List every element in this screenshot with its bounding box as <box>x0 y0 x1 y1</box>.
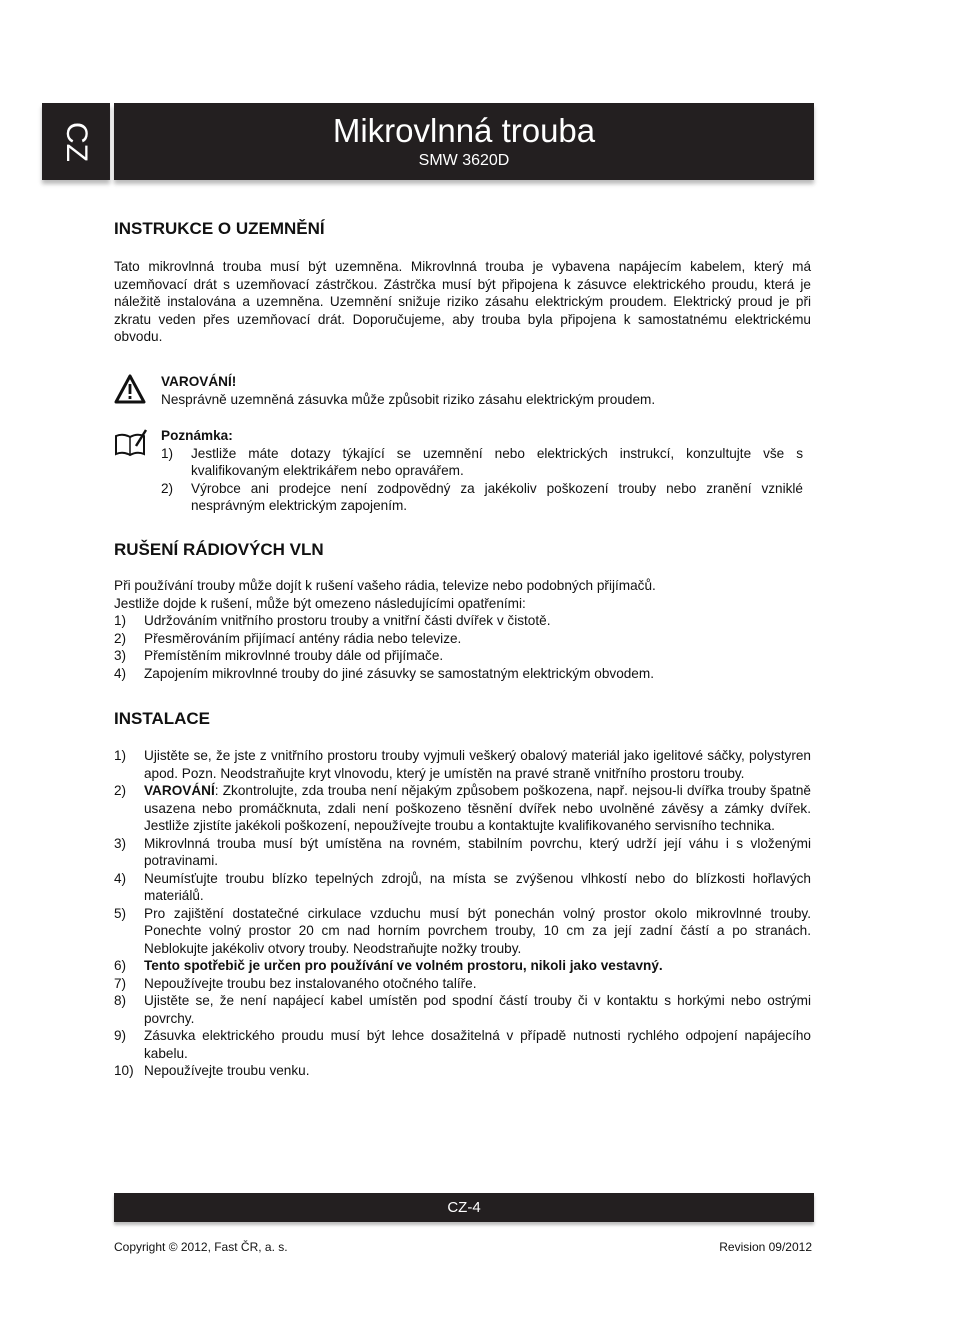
item-text: Udržováním vnitřního prostoru trouby a vnitřní části dvířek v čistotě. <box>144 613 551 628</box>
item-text <box>144 870 811 905</box>
bold-text: VAROVÁNÍ <box>144 783 215 798</box>
list-item <box>161 480 803 515</box>
item-number: 3) <box>114 648 127 663</box>
item-number: 1) <box>114 748 127 763</box>
note-box <box>161 427 803 515</box>
item-text <box>144 975 811 993</box>
list-item <box>114 905 811 958</box>
list-item <box>114 1027 811 1062</box>
text: Zásuvka elektrického proudu musí být lehce dosažitelná v případě nutnosti rychlého odpojení napájecího kabelu. <box>144 1028 811 1061</box>
list-item <box>114 647 811 665</box>
text: : Zkontrolujte, zda trouba není nějakým způsobem poškozena, např. nejsou-li dvířka trouby špatně usazena nebo promáčknuta, zdali není poškozeno těsnění dvířek nebo uvolněné závěsy a zámky dvířek. Jestliže zjistíte jakékoli poškození, nepoužívejte troubu a kontaktujte kvalifikovaného servisního technika. <box>144 783 811 833</box>
item-number: 6) <box>114 958 127 973</box>
revision: Revision 09/2012 <box>719 1240 812 1254</box>
item-number: 2) <box>161 480 174 496</box>
section-heading: INSTALACE <box>114 709 211 728</box>
item-number: 3) <box>114 835 127 851</box>
item-text: Výrobce ani prodejce není zodpovědný za jakékoliv poškození trouby nebo zranění vzniklé nesprávným elektrickým zapojením. <box>191 480 803 513</box>
page-title: Mikrovlnná trouba <box>332 112 596 149</box>
list-item <box>114 665 811 683</box>
list-item <box>114 1062 811 1080</box>
text: Ujistěte se, že není napájecí kabel umístěn pod spodní částí trouby či v kontaktu s horkými nebo ostrými povrchy. <box>144 993 811 1026</box>
warning-text: Nesprávně uzemněná zásuvka může způsobit riziko zásahu elektrickým proudem. <box>161 391 656 407</box>
paragraph: Tato mikrovlnná trouba musí být uzemněna. Mikrovlnná trouba je vybavena napájecím kabelem, který má uzemňovací drát s uzemňovací zástrčkou. Zástrčka musí být připojena k zásuvce elektrického proudu, která je náležitě instalována a uzemněna. Uzemnění snižuje riziko zásahu elektrickým proudem. Elektrický proud je při zkratu veden přes uzemňovací drát. Doporučujeme, aby trouba byla připojena k samostatnému elektrickému obvodu. <box>114 259 811 344</box>
item-number: 1) <box>114 613 127 628</box>
list-item <box>114 782 811 835</box>
item-number: 9) <box>114 1028 127 1043</box>
item-text: Přemístěním mikrovlnné trouby dále od přijímače. <box>144 648 444 663</box>
list-item <box>114 747 811 782</box>
item-number: 2) <box>114 783 127 798</box>
grounding-section <box>114 219 811 346</box>
item-text: Přesměrováním přijímací antény rádia nebo televize. <box>144 630 462 646</box>
item-text <box>144 1062 811 1080</box>
item-text <box>144 992 811 1027</box>
list-item <box>114 835 811 870</box>
item-number: 1) <box>161 445 174 461</box>
item-text <box>144 957 811 975</box>
install-list <box>114 747 811 1080</box>
item-number: 8) <box>114 993 127 1008</box>
warning-title: VAROVÁNÍ! <box>161 374 237 389</box>
text: Nepoužívejte troubu venku. <box>144 1063 310 1078</box>
text: Pro zajištění dostatečné cirkulace vzduchu musí být ponechán volný prostor okolo mikrovlnné trouby. Ponechte volný prostor 20 cm nad horním povrchem trouby, 10 cm za její zadní částí a po stranách. Neblokujte jakékoliv otvory trouby. Neodstraňujte nožky trouby. <box>144 905 811 956</box>
list-item <box>161 445 803 480</box>
warning-icon <box>114 374 146 404</box>
list-item <box>114 612 811 630</box>
language-tab <box>42 103 110 180</box>
item-text <box>144 1027 811 1062</box>
warning-box <box>161 373 811 408</box>
item-text <box>144 905 811 958</box>
text: Ujistěte se, že jste z vnitřního prostoru trouby vyjmuli veškerý obalový materiál jako igelitové sáčky, polystyren apod. Pozn. Neodstraňujte kryt vlnovodu, který je umístěn na pravé straně vnitřního prostoru trouby. <box>144 748 811 781</box>
item-number: 2) <box>114 630 127 646</box>
item-text: Zapojením mikrovlnné trouby do jiné zásuvky se samostatným elektrickým obvodem. <box>144 665 654 681</box>
text: Nepoužívejte troubu bez instalovaného otočného talíře. <box>144 975 477 991</box>
install-section <box>114 709 811 1080</box>
page-number-bar <box>114 1193 814 1222</box>
note-book-icon <box>114 428 148 458</box>
item-text <box>144 782 811 835</box>
section-heading: RUŠENÍ RÁDIOVÝCH VLN <box>114 540 324 559</box>
note-title: Poznámka: <box>161 428 233 443</box>
model-number: SMW 3620D <box>418 152 510 169</box>
item-number: 10) <box>114 1063 134 1078</box>
section-heading: INSTRUKCE O UZEMNĚNÍ <box>114 219 325 238</box>
item-text <box>144 835 811 870</box>
item-number: 4) <box>114 870 127 886</box>
paragraph: Jestliže dojde k rušení, může být omezeno následujícími opatřeními: <box>114 595 526 611</box>
text: Neumísťujte troubu blízko tepelných zdrojů, na místa se zvýšenou vlhkostí nebo do blízkosti hořlavých materiálů. <box>144 870 811 903</box>
list-item <box>114 870 811 905</box>
item-text: Jestliže máte dotazy týkající se uzemnění nebo elektrických instrukcí, konzultujte vše s kvalifikovaným elektrikářem nebo opravářem. <box>191 445 803 478</box>
item-number: 5) <box>114 905 127 921</box>
text: Mikrovlnná trouba musí být umístěna na rovném, stabilním povrchu, který udrží její váhu i s vloženými potravinami. <box>144 835 811 868</box>
radio-section <box>114 540 811 682</box>
copyright: Copyright © 2012, Fast ČR, a. s. <box>114 1240 288 1254</box>
page-number: CZ-4 <box>447 1199 481 1216</box>
item-text <box>144 747 811 782</box>
title-banner <box>114 103 814 180</box>
list-item <box>114 630 811 648</box>
paragraph: Při používání trouby může dojít k rušení vašeho rádia, televize nebo podobných přijímačů. <box>114 578 656 593</box>
item-number: 7) <box>114 975 127 991</box>
bold-text: Tento spotřebič je určen pro používání ve volném prostoru, nikoli jako vestavný. <box>144 958 663 973</box>
list-item <box>114 975 811 993</box>
list-item <box>114 957 811 975</box>
list-item <box>114 992 811 1027</box>
language-code: CZ <box>59 121 93 162</box>
item-number: 4) <box>114 665 127 681</box>
